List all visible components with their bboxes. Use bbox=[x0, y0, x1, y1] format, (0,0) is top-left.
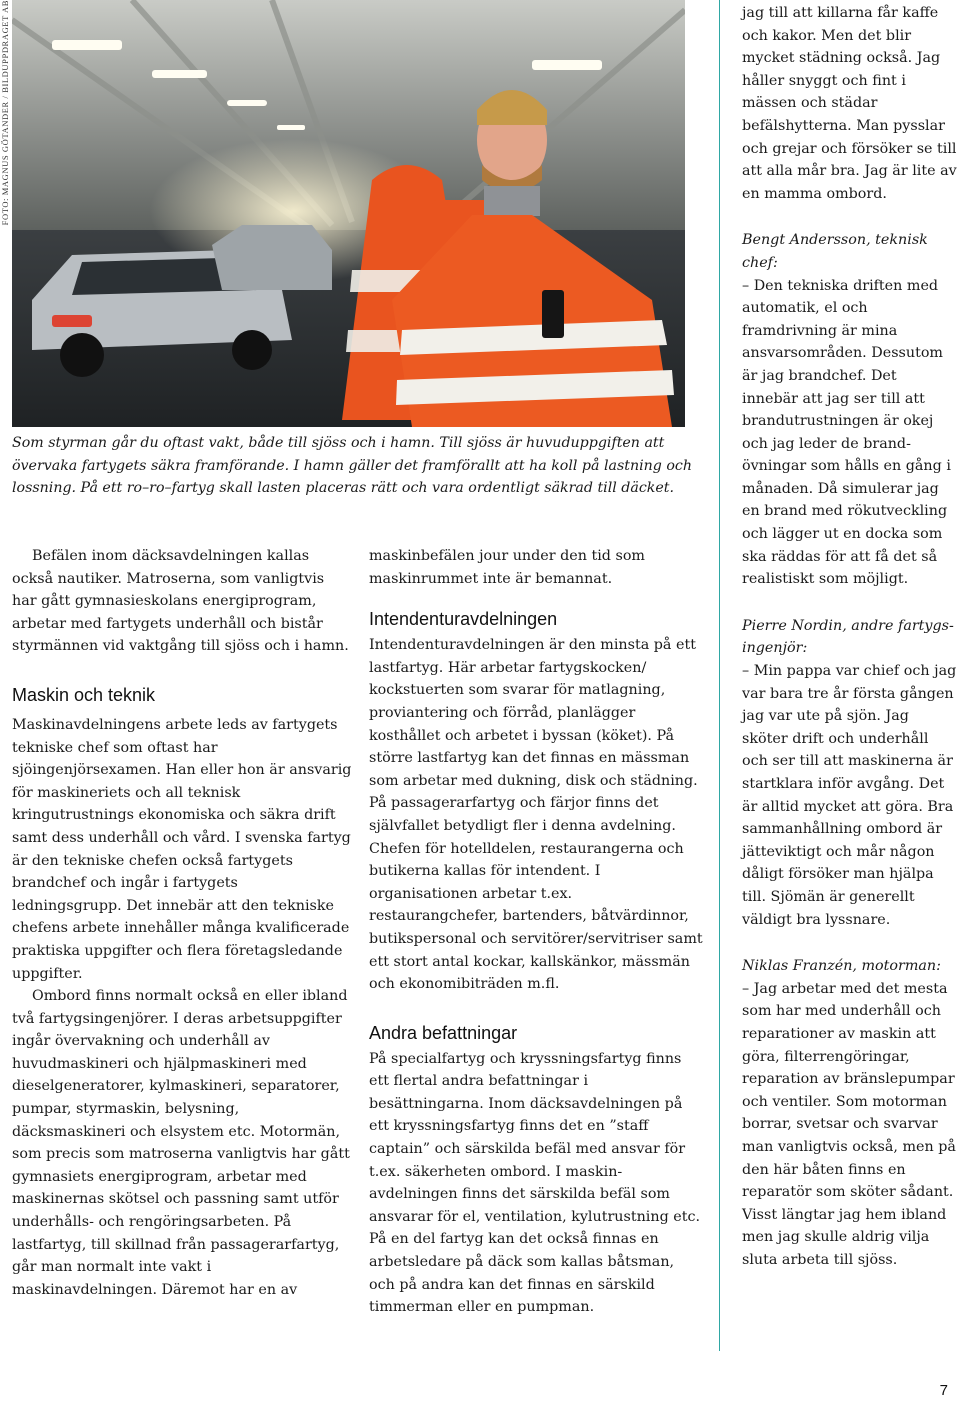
ship-car-deck-photo bbox=[12, 0, 685, 427]
interviewee-pierre: Pierre Nordin, andre fartygsingenjör: bbox=[742, 617, 954, 657]
continued-paragraph: maskinbefälen jour under den tid som maskinrummet inte är bemannat. bbox=[369, 548, 645, 587]
maskin-paragraph-1: Maskinavdelningens arbete leds av fartygets tekniske chef som oftast har sjöingenjörsexamen. Han eller hon är ansvarig för maskineriets och all teknisk kringutrustnings ekonomiska och säkra drift samt dess underhåll och vård. I svenska fartyg är den tekniske chefen också fartygets brandchef och ingår i fartygets ledningsgrupp. Det innebär att den tekniske chefens arbete innehåller många kvalificerade praktiska uppgifter och flera företagsledande uppgifter. bbox=[12, 716, 352, 982]
quote-niklas: – Jag arbetar med det mesta som har med underhåll och reparationer av maskin att göra, filterrengöringar, reparation av bränslepumpar och ventiler. Som motorman borrar, svetsar och svarvar man vanligtvis också, men på den här båten finns en reparatör som sköter sådant. Visst längtar jag hem ibland men jag skulle aldrig vilja sluta arbeta till sjöss. bbox=[742, 980, 956, 1268]
heading-maskin-och-teknik: Maskin och teknik bbox=[12, 684, 156, 705]
column-2 bbox=[369, 545, 704, 1319]
photo-caption: Som styrman går du oftast vakt, både till sjöss och i hamn. Till sjöss är huvuduppgiften att övervaka fartygets säkra framförande. I hamn gäller det framförallt att ha koll på lastning och lossning. På ett ro–ro–fartyg skall lasten placeras rätt och vara ordentligt säkrad till däcket. bbox=[12, 435, 692, 496]
photo-credit bbox=[0, 0, 12, 230]
photo-credit-text: FOTO: MAGNUS GÖTANDER / BILDUPPDRAGET AB bbox=[0, 0, 10, 226]
interviewee-niklas: Niklas Franzén, motorman: bbox=[742, 958, 941, 975]
intendentur-paragraph: Intendenturavdelningen är den minsta på ett lastfartyg. Här arbetar fartygskocken/ kockstuerten som svarar för matlagning, proviantering och förråd, planlägger kosthållet och arbetet i byssan (köket). På större lastfartyg kan det finnas en mässman som arbetar med dukning, disk och städning. På passagerarfartyg och färjor finns det självfallet betydligt fler i denna avdelning. Chefen för hotelldelen, restaurangerna och butikerna kallas för intendent. I organisationen arbetar t.ex. restaurangchefer, bartenders, båtvärdinnor, butikspersonal och servitörer/servitriser samt ett stort antal kockar, kallskänkor, mässmän och ekonomibiträden m.fl. bbox=[369, 637, 703, 993]
maskin-paragraph-2: Ombord finns normalt också en eller ibland två fartygsingenjörer. I deras arbetsuppgifter ingår övervakning och underhåll av huvudmaskineri och hjälpmaskineri med dieselgeneratorer, kylmaskineri, separatorer, pumpar, styrmaskin, belysning, däcksmaskineri och elsystem etc. Motormän, som precis som matroserna vanligtvis har gått gymnasiets energiprogram, arbetar med maskinernas skötsel och passning samt utför underhålls- och rengöringsarbeten. På lastfartyg, till skillnad från passagerarfartyg, går man normalt inte vakt i maskinavdelningen. Däremot har en av bbox=[12, 988, 350, 1298]
column-divider bbox=[719, 0, 720, 1351]
interview-column bbox=[742, 2, 957, 1271]
quote-pierre: – Min pappa var chief och jag var bara tre år första gången jag var ute på sjön. Jag sköter drift och underhåll och ser till att maskinerna är startklara inför avgång. Det är alltid mycket att göra. Bra sammanhållning ombord är jätteviktigt och mår någon dåligt försöker man hjälpa till. Sjömän är generellt väldigt bra lyssnare. bbox=[742, 663, 957, 928]
andra-paragraph: På specialfartyg och kryssningsfartyg finns ett flertal andra befattningar i besättningarna. Inom däcksavdelningen på ett kryssningsfartyg finns det en ”staff captain” och särskilda befäl med ansvar för t.ex. säkerheten ombord. I maskinavdelningen finns det särskilda befäl som ansvarar för el, ventilation, kylutrustning etc. På en del fartyg kan det också finnas en arbetsledare på däck som kallas båtsman, och på andra kan det finnas en särskild timmerman eller en pumpman. bbox=[369, 1050, 701, 1316]
quote-bengt: – Den tekniska driften med automatik, el och framdrivning är mina ansvarsområden. Dessutom är jag brandchef. Det innebär att jag ser till att brandutrustningen är okej och jag leder de brandövningar som hålls en gång i månaden. Då simulerar jag en brand med rökutveckling och lägger ut en docka som ska räddas för att få det så realistiskt som möjligt. bbox=[742, 277, 951, 588]
heading-intendenturavdelningen: Intendenturavdelningen bbox=[369, 609, 558, 630]
intro-paragraph: Befälen inom däcksavdelningen kallas också nautiker. Matroserna, som vanligtvis har gått gymnasieskolans energiprogram, arbetar med fartygets underhåll och bistår styrmännen vid vaktgång till sjöss och i hamn. bbox=[12, 548, 349, 655]
heading-andra-befattningar: Andra befattningar bbox=[369, 1022, 518, 1043]
interviewee-bengt: Bengt Andersson, teknisk chef: bbox=[742, 232, 928, 271]
continued-quote: jag till att killarna får kaffe och kakor. Men det blir mycket städning också. Jag håller snyggt och fint i mässen och städar befälshytterna. Man pysslar och grejar och försöker se till att alla mår bra. Jag är lite av en mamma ombord. bbox=[742, 5, 957, 202]
page-number: 7 bbox=[939, 1382, 948, 1399]
column-1 bbox=[12, 545, 352, 1301]
